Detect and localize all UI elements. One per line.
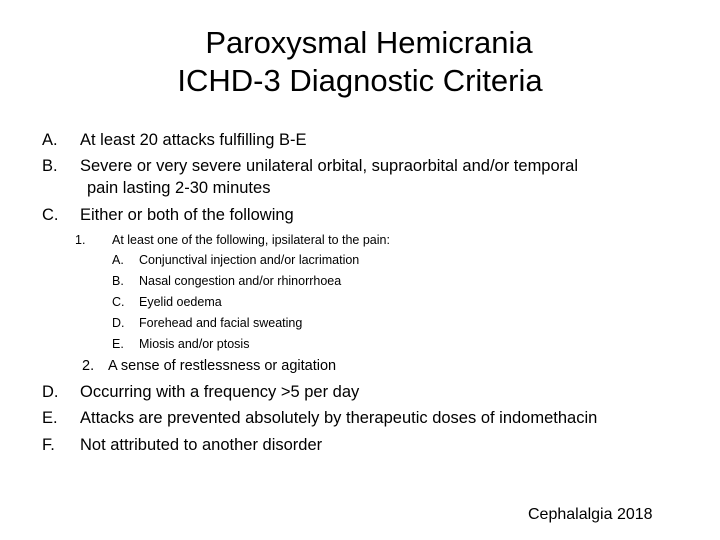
symptom-item-letter: E. <box>112 337 124 351</box>
symptom-item-letter: D. <box>112 316 125 330</box>
criterion-b-text-line-1: Severe or very severe unilateral orbital, supraorbital and/or temporal <box>80 157 578 175</box>
criterion-c-letter: C. <box>42 206 59 224</box>
criterion-d-text: Occurring with a frequency >5 per day <box>80 383 360 401</box>
symptom-item-letter: C. <box>112 295 125 309</box>
criterion-f-letter: F. <box>42 436 55 454</box>
criterion-c-sub-1-text: At least one of the following, ipsilateral to the pain: <box>112 233 390 247</box>
criterion-b-letter: B. <box>42 157 58 175</box>
criterion-f-text: Not attributed to another disorder <box>80 436 323 454</box>
criterion-c-sub-1-number: 1. <box>75 233 86 247</box>
criterion-a-letter: A. <box>42 131 58 149</box>
criterion-d-letter: D. <box>42 383 59 401</box>
symptom-item-text: Eyelid oedema <box>139 295 222 309</box>
criterion-a-text: At least 20 attacks fulfilling B-E <box>80 131 307 149</box>
criterion-e-letter: E. <box>42 409 58 427</box>
citation: Cephalalgia 2018 <box>528 506 653 523</box>
criterion-c-text: Either or both of the following <box>80 206 294 224</box>
criterion-e-text: Attacks are prevented absolutely by therapeutic doses of indomethacin <box>80 409 598 427</box>
criterion-c-sub-2-number: 2. <box>82 358 95 374</box>
symptom-item-letter: B. <box>112 274 124 288</box>
symptom-item-text: Miosis and/or ptosis <box>139 337 250 351</box>
symptom-item-text: Conjunctival injection and/or lacrimation <box>139 253 360 267</box>
title-line-1: Paroxysmal Hemicrania <box>205 25 533 60</box>
symptom-item-letter: A. <box>112 253 124 267</box>
symptom-item-text: Forehead and facial sweating <box>139 316 303 330</box>
symptom-item-text: Nasal congestion and/or rhinorrhoea <box>139 274 342 288</box>
criterion-b-text-line-2: pain lasting 2-30 minutes <box>87 179 271 197</box>
title-line-2: ICHD-3 Diagnostic Criteria <box>177 63 543 98</box>
criterion-c-sub-2-text: A sense of restlessness or agitation <box>108 358 337 374</box>
